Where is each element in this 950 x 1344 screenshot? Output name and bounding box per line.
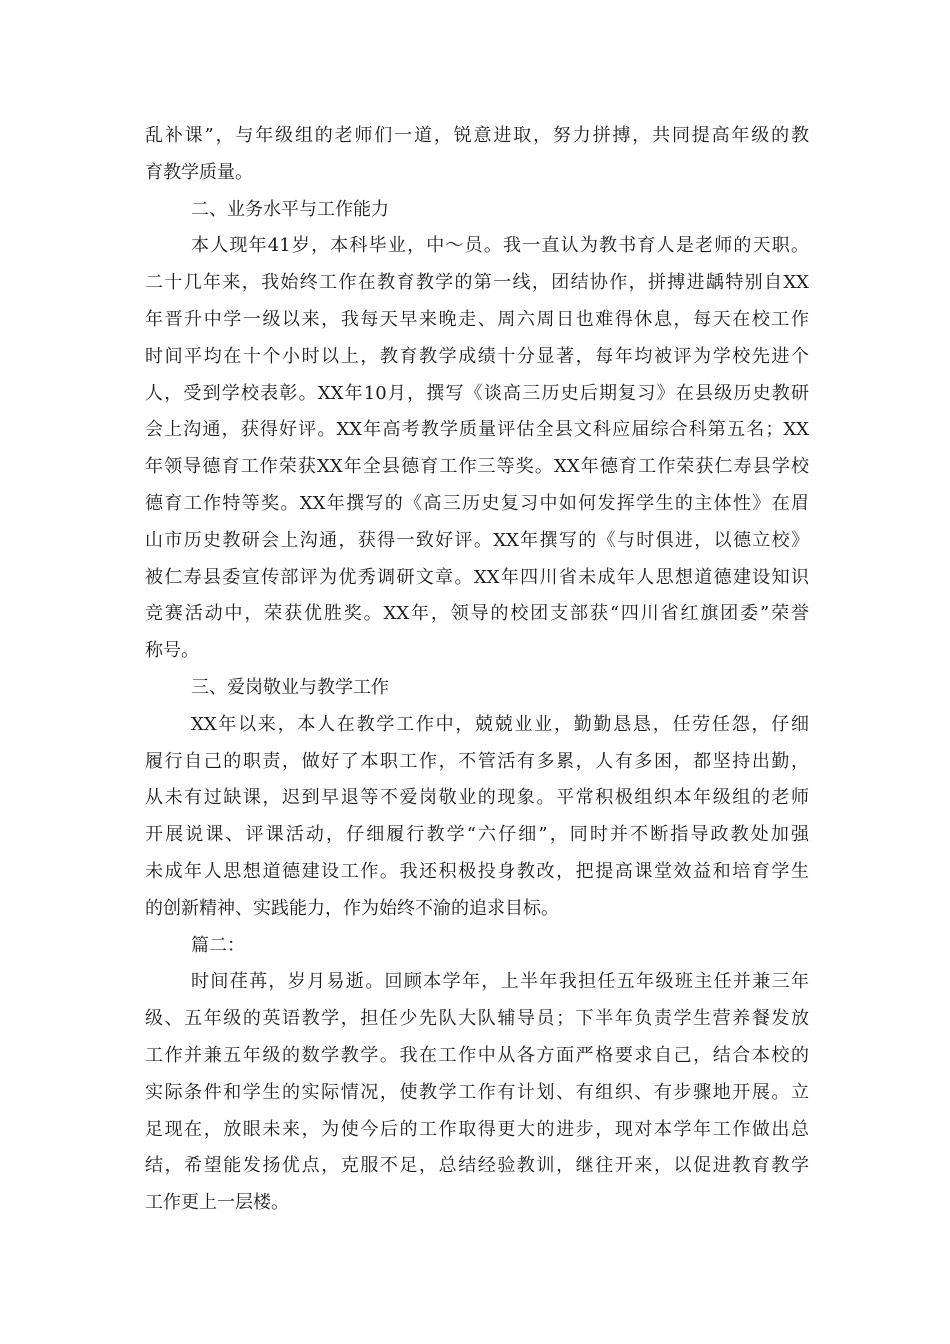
paragraph-business-level [145,228,809,670]
section-heading: 二、业务水平与工作能力 [191,198,389,220]
text-line: 结，希望能发扬优点，克服不足，总结经验教训，继往开来，以促进教育教学 [145,1155,809,1177]
text-line: 时间荏苒，岁月易逝。回顾本学年，上半年我担任五年级班主任并兼三年 [191,971,809,993]
text-line: 年领导德育工作荣获XX年全县德育工作三等奖。XX年德育工作荣获仁寿县学校 [145,456,809,478]
paragraph-dedication [145,707,809,928]
text-line: 实际条件和学生的实际情况，使教学工作有计划、有组织、有步骤地开展。立 [145,1081,809,1103]
text-line: 乱补课”，与年级组的老师们一道，锐意进取，努力拼搏，共同提高年级的教 [145,125,809,146]
text-line: 从未有过缺课，迟到早退等不爱岗敬业的现象。平常积极组织本年级组的老师 [145,787,809,809]
text-line: 山市历史教研会上沟通，获得一致好评。XX年撰写的《与时俱进，以德立校》 [145,529,809,551]
text-line: 竞赛活动中，荣获优胜奖。XX年，领导的校团支部获“四川省红旗团委”荣誉 [145,603,809,625]
text-line: 工作并兼五年级的数学教学。我在工作中从各方面严格要求自己，结合本校的 [145,1044,809,1066]
document-page [145,118,809,1222]
text-line: 称号。 [145,640,199,662]
text-line: 时间平均在十个小时以上，教育教学成绩十分显著，每年均被评为学校先进个 [145,345,809,367]
text-line: 二十几年来，我始终工作在教育教学的第一线，团结协作，拼搏进龋特别自XX [145,272,809,294]
text-line: 工作更上一层楼。 [145,1192,289,1214]
text-line: 履行自己的职责，做好了本职工作，不管活有多累，人有多困，都坚持出勤， [145,750,809,772]
text-line: 开展说课、评课活动，仔细履行教学“六仔细”，同时并不断指导政教处加强 [145,824,809,846]
text-line: 德育工作特等奖。XX年撰写的《高三历史复习中如何发挥学生的主体性》在眉 [145,492,809,514]
text-line: 的创新精神、实践能力，作为始终不渝的追求目标。 [145,897,559,919]
part-heading [145,928,809,965]
text-line: 足现在，放眼未来，为使今后的工作取得更大的进步，现对本学年工作做出总 [145,1118,809,1140]
part-two-heading: 篇二： [191,934,245,956]
text-line: 年晋升中学一级以来，我每天早来晚走、周六周日也难得休息，每天在校工作 [145,308,809,330]
paragraph-review [145,964,809,1222]
text-line: 会上沟通，获得好评。XX年高考教学质量评估全县文科应届综合科第五名；XX [145,419,809,441]
text-line: 未成年人思想道德建设工作。我还积极投身教改，把提高课堂效益和培育学生 [145,860,809,882]
section-heading-dedication [145,670,809,707]
text-line: XX年以来，本人在教学工作中，兢兢业业，勤勤恳恳，任劳任怨，仔细 [191,713,809,735]
text-line: 被仁寿县委宣传部评为优秀调研文章。XX年四川省未成年人思想道德建设知识 [145,566,809,588]
section-heading-business-level [145,192,809,229]
text-line: 级、五年级的英语教学，担任少先队大队辅导员；下半年负责学生营养餐发放 [145,1008,809,1030]
text-line: 人，受到学校表彰。XX年10月，撰写《谈高三历史后期复习》在县级历史教研 [145,382,809,404]
section-heading: 三、爱岗敬业与教学工作 [191,676,389,698]
text-line: 本人现年41岁，本科毕业，中～员。我一直认为教书育人是老师的天职。 [191,235,809,257]
text-line: 育教学质量。 [145,161,253,183]
paragraph-continuation [145,118,809,192]
